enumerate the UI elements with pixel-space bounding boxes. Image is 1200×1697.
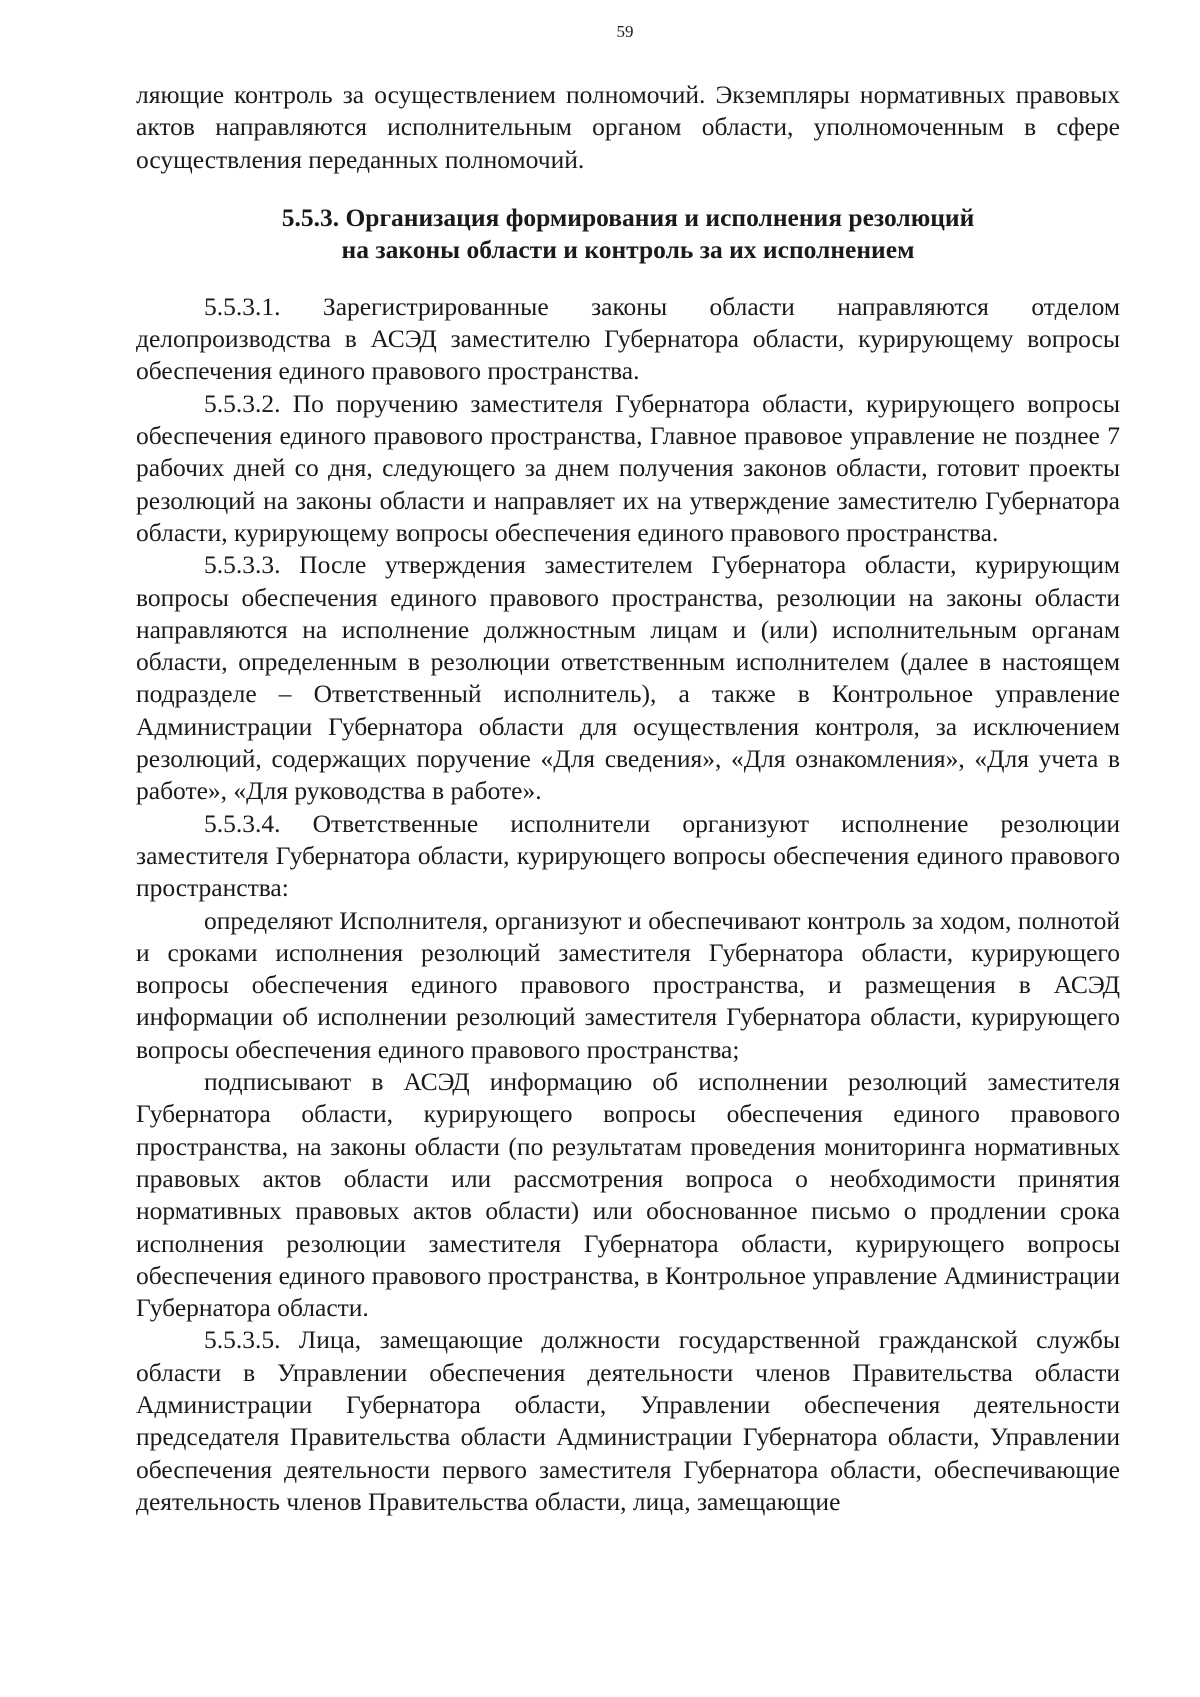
paragraph-5-5-3-3: 5.5.3.3. После утверждения заместителем Губернатора области, курирующим вопросы обеспечения единого правового пространства, резолюции на законы области направляются на исполнение должностным лицам и (или) исполнительным органам области, определенным в резолюции ответственным исполнителем (далее в настоящем подразделе – Ответственный исполнитель), а также в Контрольное управление Администрации Губернатора области для осуществления контроля, за исключением резолюций, содержащих поручение «Для сведения», «Для ознакомления», «Для учета в работе», «Для руководства в работе».: [136, 550, 1120, 806]
section-heading-line-2: на законы области и контроль за их исполнением: [341, 235, 915, 265]
section-heading: [136, 202, 1120, 267]
page-number: 59: [616, 22, 634, 41]
document-body: [136, 79, 1120, 1518]
paragraph-5-5-3-4: 5.5.3.4. Ответственные исполнители организуют исполнение резолюции заместителя Губернатора области, курирующего вопросы обеспечения единого правового пространства:: [136, 808, 1120, 903]
paragraph-determine-executor: определяют Исполнителя, организуют и обеспечивают контроль за ходом, полнотой и сроками исполнения резолюций заместителя Губернатора области, курирующего вопросы обеспечения единого правового пространства, и размещения в АСЭД информации об исполнении резолюций заместителя Губернатора области, курирующего вопросы обеспечения единого правового пространства;: [136, 905, 1120, 1064]
paragraph-5-5-3-2: 5.5.3.2. По поручению заместителя Губернатора области, курирующего вопросы обеспечения единого правового пространства, Главное правовое управление не позднее 7 рабочих дней со дня, следующего за днем получения законов области, готовит проекты резолюций на законы области и направляет их на утверждение заместителю Губернатора области, курирующему вопросы обеспечения единого правового пространства.: [136, 388, 1120, 547]
section-heading-line-1: 5.5.3. Организация формирования и исполнения резолюций: [281, 202, 975, 232]
paragraph-5-5-3-5: 5.5.3.5. Лица, замещающие должности государственной гражданской службы области в Управлении обеспечения деятельности членов Правительства области Администрации Губернатора области, Управлении обеспечения деятельности председателя Правительства области Администрации Губернатора области, Управлении обеспечения деятельности первого заместителя Губернатора области, обеспечивающие деятельность членов Правительства области, лица, замещающие: [136, 1325, 1120, 1516]
intro-paragraph: ляющие контроль за осуществлением полномочий. Экземпляры нормативных правовых актов направляются исполнительным органом области, уполномоченным в сфере осуществления переданных полномочий.: [136, 80, 1120, 174]
paragraph-sign-information: подписывают в АСЭД информацию об исполнении резолюций заместителя Губернатора области, курирующего вопросы обеспечения единого правового пространства, на законы области (по результатам проведения мониторинга нормативных правовых актов области или рассмотрения вопроса о необходимости принятия нормативных правовых актов области) или обоснованное письмо о продлении срока исполнения резолюции заместителя Губернатора области, курирующего вопросы обеспечения единого правового пространства, в Контрольное управление Администрации Губернатора области.: [136, 1067, 1120, 1323]
paragraph-5-5-3-1: 5.5.3.1. Зарегистрированные законы области направляются отделом делопроизводства в АСЭД заместителю Губернатора области, курирующему вопросы обеспечения единого правового пространства.: [136, 291, 1120, 386]
